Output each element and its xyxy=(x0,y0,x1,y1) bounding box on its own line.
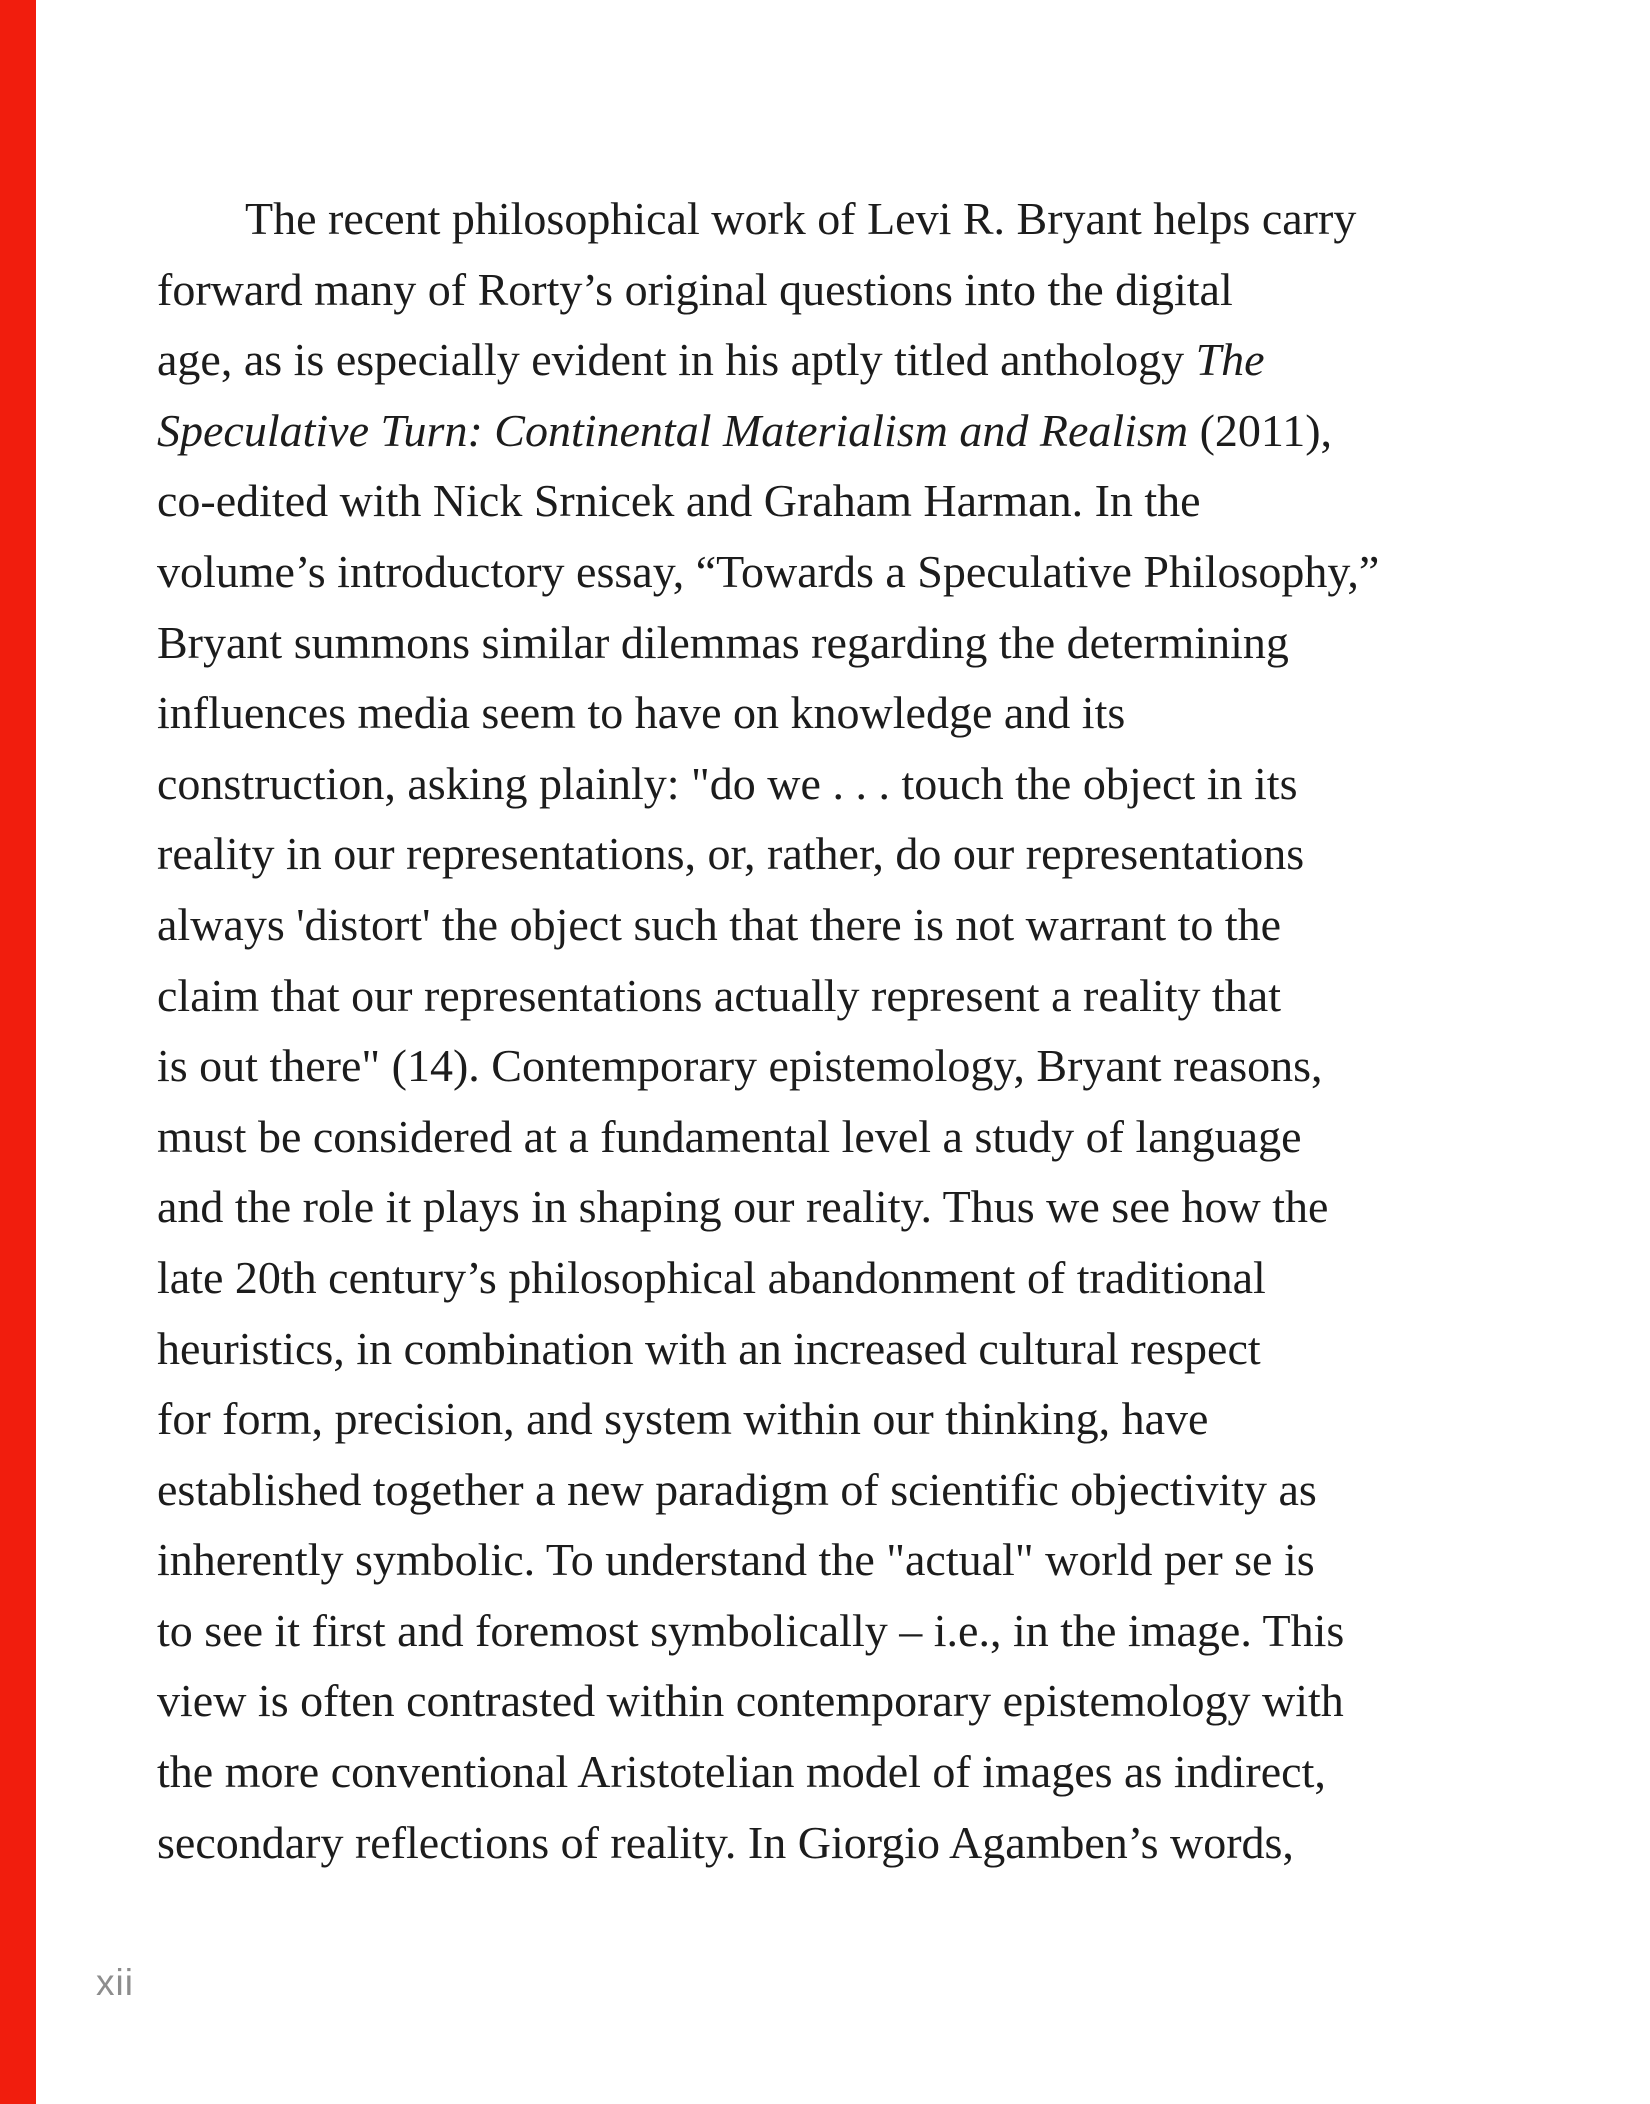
paragraph-line xyxy=(157,819,1507,890)
paragraph-line xyxy=(157,1737,1507,1808)
paragraph-line xyxy=(157,1455,1507,1526)
text-segment: heuristics, in combination with an increased cultural respect xyxy=(157,1322,1261,1374)
paragraph-line xyxy=(157,1314,1507,1385)
text-segment: age, as is especially evident in his aptly titled anthology xyxy=(157,334,1196,386)
paragraph-line xyxy=(157,890,1507,961)
paragraph-line xyxy=(157,1172,1507,1243)
italic-text: Speculative Turn: Continental Materialism and Realism xyxy=(157,404,1189,456)
text-segment: (2011), xyxy=(1188,404,1333,456)
paragraph-line xyxy=(157,537,1507,608)
text-segment: is out there" (14). Contemporary epistemology, Bryant reasons, xyxy=(157,1040,1323,1092)
text-segment: construction, asking plainly: "do we . . . touch the object in its xyxy=(157,757,1298,809)
paragraph-line xyxy=(157,466,1507,537)
text-segment: co-edited with Nick Srnicek and Graham Harman. In the xyxy=(157,475,1201,527)
text-segment: volume’s introductory essay, “Towards a Speculative Philosophy,” xyxy=(157,545,1380,597)
paragraph-line xyxy=(157,1031,1507,1102)
text-segment: the more conventional Aristotelian model of images as indirect, xyxy=(157,1746,1326,1798)
paragraph-line xyxy=(157,1666,1507,1737)
page-number: xii xyxy=(96,1962,134,2003)
text-segment: claim that our representations actually represent a reality that xyxy=(157,969,1281,1021)
text-segment: established together a new paradigm of scientific objectivity as xyxy=(157,1463,1317,1515)
paragraph-line xyxy=(157,255,1507,326)
paragraph-line xyxy=(157,1525,1507,1596)
paragraph-line xyxy=(157,396,1507,467)
paragraph-line xyxy=(157,1102,1507,1173)
text-segment: Bryant summons similar dilemmas regarding the determining xyxy=(157,616,1289,668)
paragraph-line xyxy=(157,1808,1507,1879)
paragraph-line xyxy=(157,1243,1507,1314)
text-segment: view is often contrasted within contemporary epistemology with xyxy=(157,1675,1344,1727)
paragraph-line xyxy=(157,608,1507,679)
paragraph-line xyxy=(157,184,1507,255)
paragraph-line xyxy=(157,749,1507,820)
paragraph-line xyxy=(157,961,1507,1032)
text-segment: late 20th century’s philosophical abandonment of traditional xyxy=(157,1251,1266,1303)
text-segment: always 'distort' the object such that there is not warrant to the xyxy=(157,898,1282,950)
paragraph-line xyxy=(157,678,1507,749)
text-segment: to see it first and foremost symbolically – i.e., in the image. This xyxy=(157,1604,1345,1656)
italic-text: The xyxy=(1195,334,1265,386)
text-segment: secondary reflections of reality. In Giorgio Agamben’s words, xyxy=(157,1816,1294,1868)
text-segment: for form, precision, and system within our thinking, have xyxy=(157,1393,1209,1445)
text-segment: forward many of Rorty’s original questions into the digital xyxy=(157,263,1233,315)
text-segment: The recent philosophical work of Levi R. Bryant helps carry xyxy=(245,193,1357,244)
text-segment: and the role it plays in shaping our reality. Thus we see how the xyxy=(157,1181,1329,1233)
paragraph-line xyxy=(157,325,1507,396)
paragraph-line xyxy=(157,1596,1507,1667)
text-segment: influences media seem to have on knowledge and its xyxy=(157,687,1126,739)
book-spine-accent xyxy=(0,0,36,2104)
paragraph-line xyxy=(157,1384,1507,1455)
text-segment: must be considered at a fundamental level a study of language xyxy=(157,1110,1302,1162)
text-segment: inherently symbolic. To understand the "actual" world per se is xyxy=(157,1534,1315,1586)
body-paragraph xyxy=(157,184,1507,1878)
text-segment: reality in our representations, or, rather, do our representations xyxy=(157,828,1305,880)
